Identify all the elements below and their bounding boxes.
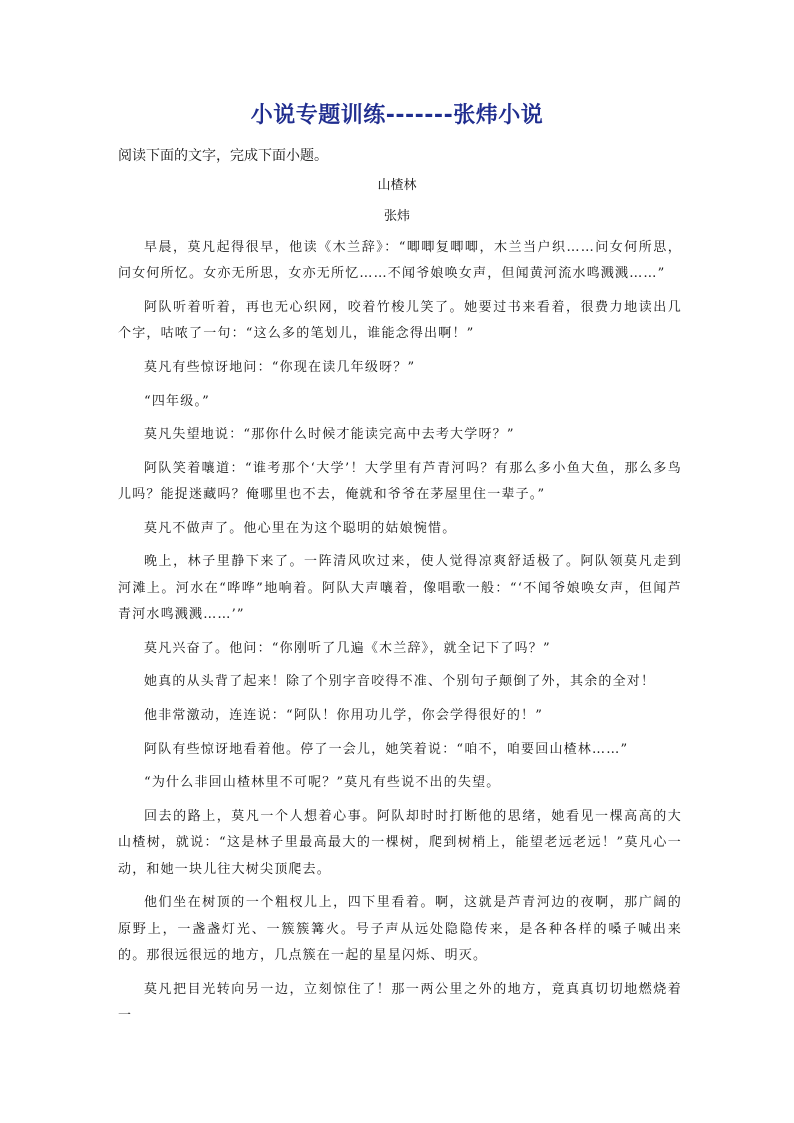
paragraph: 莫凡失望地说：“那你什么时候才能读完高中去考大学呀？” — [144, 427, 515, 443]
paragraph: 莫凡有些惊讶地问：“你现在读几年级呀？” — [144, 360, 416, 375]
instruction-text: 阅读下面的文字，完成下面小题。 — [118, 148, 328, 164]
paragraph: 回去的路上，莫凡一个人想着心事。阿队却时时打断他的思绪，她看见一棵高高的大山楂树，就说：“这是林子里最高最大的一棵树，爬到树梢上，能望老远老远！”莫凡心一动，和她一块儿往大树尖顶爬去。 — [118, 808, 682, 877]
story-body — [118, 235, 682, 1037]
document-title: 小说专题训练-------张炜小说 — [250, 103, 544, 128]
paragraph: “四年级。” — [144, 393, 210, 409]
paragraph: 莫凡不做声了。他心里在为这个聪明的姑娘惋惜。 — [144, 520, 457, 536]
paragraph: 他非常激动，连连说：“阿队！你用功儿学，你会学得很好的！” — [144, 707, 544, 723]
paragraph: 阿队有些惊讶地看着他。停了一会儿，她笑着说：“咱不，咱要回山楂林……” — [144, 741, 629, 757]
paragraph: 晚上，林子里静下来了。一阵清风吹过来，使人觉得凉爽舒适极了。阿队领莫凡走到河滩上。河水在“哗哗”地响着。阿队大声嚷着，像唱歌一般：“‘不闻爷娘唤女声，但闻芦青河水鸣溅溅……’” — [118, 554, 682, 623]
story-title: 山楂林 — [377, 178, 417, 193]
paragraph: 他们坐在树顶的一个粗杈儿上，四下里看着。啊，这就是芦青河边的夜啊，那广阔的原野上，一盏盏灯光、一簇簇篝火。号子声从远处隐隐传来，是各种各样的嗓子喊出来的。那很远很远的地方，几点簇在一起的星星闪烁、明灭。 — [118, 895, 682, 963]
paragraph: 她真的从头背了起来！除了个别字音咬得不准、个别句子颠倒了外，其余的全对！ — [144, 674, 656, 690]
story-author: 张炜 — [383, 209, 410, 224]
paragraph: 早晨，莫凡起得很早，他读《木兰辞》：“唧唧复唧唧，木兰当户织……问女何所思，问女何所忆。女亦无所思，女亦无所忆……不闻爷娘唤女声，但闻黄河流水鸣溅溅……” — [118, 240, 682, 282]
paragraph: 莫凡把目光转向另一边，立刻惊住了！那一两公里之外的地方，竟真真切切地燃烧着一 — [118, 981, 682, 1023]
paragraph: 阿队笑着嚷道：“谁考那个‘大学’！大学里有芦青河吗？有那么多小鱼大鱼，那么多鸟儿吗？能捉迷藏吗？俺哪里也不去，俺就和爷爷在茅屋里住一辈子。” — [118, 460, 682, 503]
paragraph: 阿队听着听着，再也无心织网，咬着竹梭儿笑了。她要过书来看着，很费力地读出几个字，咕哝了一句：“这么多的笔划儿，谁能念得出啊！” — [118, 300, 682, 342]
paragraph: 莫凡兴奋了。他问：“你刚听了几遍《木兰辞》，就全记下了吗？” — [144, 640, 551, 656]
paragraph: “为什么非回山楂林里不可呢？”莫凡有些说不出的失望。 — [144, 775, 501, 791]
